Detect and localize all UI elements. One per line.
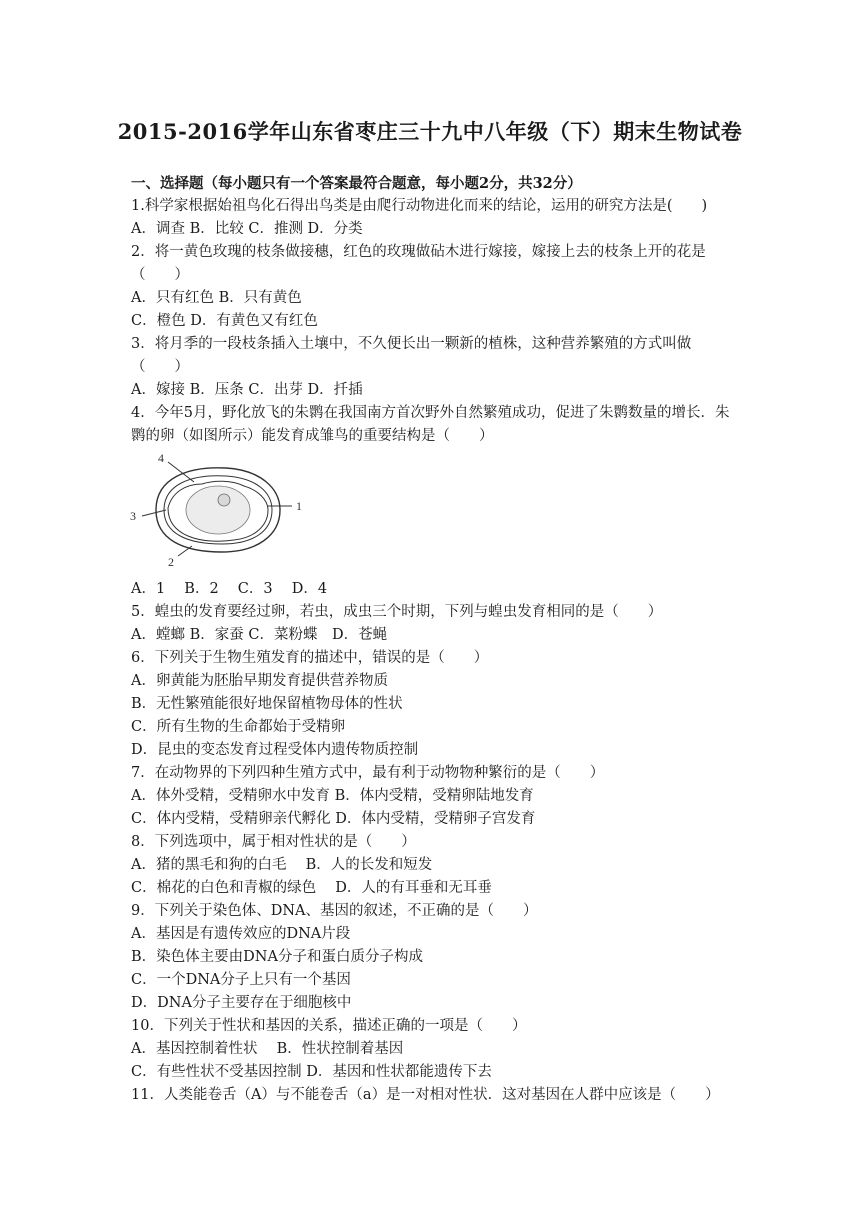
question-6-option-a: A．卵黄能为胚胎早期发育提供营养物质 <box>131 673 388 689</box>
question-9-option-c: C．一个DNA分子上只有一个基因 <box>131 972 351 988</box>
question-9-option-d: D．DNA分子主要存在于细胞核中 <box>131 995 352 1011</box>
question-2-options-ab: A．只有红色 B．只有黄色 <box>131 290 302 306</box>
question-7-options-ab: A．体外受精，受精卵水中发育 B．体内受精，受精卵陆地发育 <box>131 788 534 804</box>
question-4-stem-cont: 鹮的卵（如图所示）能发育成雏鸟的重要结构是（ ） <box>131 428 494 444</box>
question-2-options-cd: C．橙色 D．有黄色又有红色 <box>131 313 318 329</box>
question-6-option-b: B．无性繁殖能很好地保留植物母体的性状 <box>131 696 403 712</box>
question-6-option-c: C．所有生物的生命都始于受精卵 <box>131 719 346 735</box>
figure-label-1: 1 <box>296 499 302 513</box>
question-3-options: A．嫁接 B．压条 C．出芽 D．扦插 <box>131 382 363 398</box>
figure-label-3: 3 <box>130 509 136 523</box>
question-4-stem: 4．今年5月，野化放飞的朱鹮在我国南方首次野外自然繁殖成功，促进了朱鹮数量的增长．朱 <box>131 405 730 421</box>
question-4-options: A．1 B．2 C．3 D．4 <box>131 581 328 597</box>
figure-label-2: 2 <box>168 555 174 569</box>
question-9-stem: 9．下列关于染色体、DNA、基因的叙述，不正确的是（ ） <box>131 903 538 919</box>
question-1-stem: 1.科学家根据始祖鸟化石得出鸟类是由爬行动物进化而来的结论，运用的研究方法是( ) <box>131 198 708 214</box>
question-11-stem: 11．人类能卷舌（A）与不能卷舌（a）是一对相对性状．这对基因在人群中应该是（ ） <box>131 1087 720 1103</box>
question-2-stem-cont: （ ） <box>131 267 189 283</box>
egg-yolk <box>186 486 250 534</box>
question-7-stem: 7．在动物界的下列四种生殖方式中，最有利于动物物种繁衍的是（ ） <box>131 765 605 781</box>
question-8-options-cd: C．棉花的白色和青椒的绿色 D．人的有耳垂和无耳垂 <box>131 880 492 896</box>
question-6-stem: 6．下列关于生物生殖发育的描述中，错误的是（ ） <box>131 650 489 666</box>
figure-label-4: 4 <box>158 451 164 465</box>
question-6-option-d: D．昆虫的变态发育过程受体内遗传物质控制 <box>131 742 419 758</box>
egg-germinal-disc <box>218 494 230 506</box>
question-3-stem-cont: （ ） <box>131 359 189 375</box>
page-title: 2015-2016学年山东省枣庄三十九中八年级（下）期末生物试卷 <box>117 119 743 144</box>
question-7-options-cd: C．体内受精，受精卵亲代孵化 D．体内受精，受精卵子宫发育 <box>131 811 536 827</box>
question-9-option-b: B．染色体主要由DNA分子和蛋白质分子构成 <box>131 949 423 965</box>
question-8-options-ab: A．猪的黑毛和狗的白毛 B．人的长发和短发 <box>131 857 433 873</box>
question-10-options-ab: A．基因控制着性状 B．性状控制着基因 <box>131 1041 404 1057</box>
question-5-options: A．螳螂 B．家蚕 C．菜粉蝶 D．苍蝇 <box>131 627 388 643</box>
question-10-options-cd: C．有些性状不受基因控制 D．基因和性状都能遗传下去 <box>131 1064 492 1080</box>
question-9-option-a: A．基因是有遗传效应的DNA片段 <box>131 926 351 942</box>
question-10-stem: 10．下列关于性状和基因的关系，描述正确的一项是（ ） <box>131 1018 527 1034</box>
section-heading: 一、选择题（每小题只有一个答案最符合题意，每小题2分，共32分） <box>131 175 582 192</box>
question-3-stem: 3．将月季的一段枝条插入土壤中，不久便长出一颗新的植株，这种营养繁殖的方式叫做 <box>131 336 692 352</box>
question-5-stem: 5．蝗虫的发育要经过卵，若虫，成虫三个时期，下列与蝗虫发育相同的是（ ） <box>131 604 663 620</box>
egg-structure-figure <box>128 448 314 570</box>
question-8-stem: 8．下列选项中，属于相对性状的是（ ） <box>131 834 416 850</box>
question-2-stem: 2．将一黄色玫瑰的枝条做接穗，红色的玫瑰做砧木进行嫁接，嫁接上去的枝条上开的花是 <box>131 244 706 260</box>
question-1-options: A．调查 B．比较 C．推测 D．分类 <box>131 221 363 237</box>
